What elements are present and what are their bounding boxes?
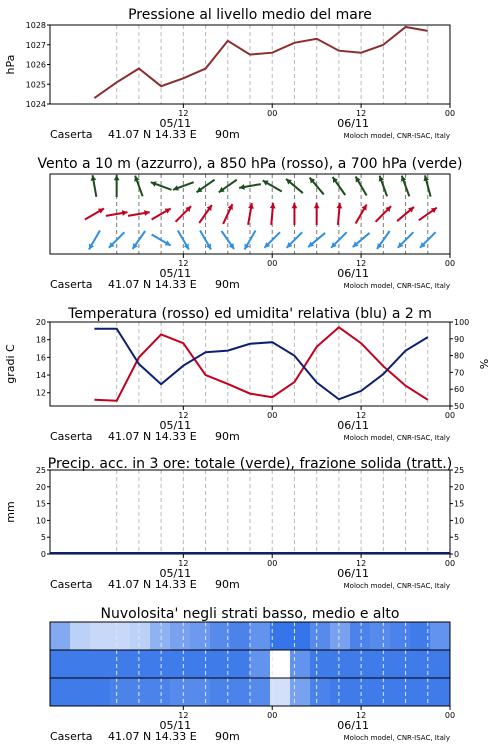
y-axis-label: gradi C	[4, 344, 17, 384]
y2-tick-label: 80	[454, 351, 465, 361]
cloud-cell	[110, 678, 131, 707]
footer-elevation: 90m	[215, 730, 240, 743]
wind-arrow-700hPa-head	[114, 175, 120, 180]
cloud-cell	[310, 622, 331, 651]
cloud-cell	[190, 622, 211, 651]
cloud-cell	[310, 678, 331, 707]
y2-tick-label: 100	[454, 318, 470, 327]
cloud-cell	[50, 622, 71, 651]
cloud-cell	[150, 650, 171, 679]
y2-tick-label: 15	[454, 499, 465, 509]
y-axis-label: hPa	[4, 54, 17, 75]
footer-model: Moloch model, CNR-ISAC, Italy	[343, 734, 450, 742]
time-tick-label: 12	[356, 411, 367, 420]
humidity-line	[94, 329, 427, 400]
y2-tick-label: 90	[454, 334, 465, 344]
y-tick-label: 25	[35, 466, 46, 475]
cloud-cell	[390, 678, 411, 707]
time-tick-label: 00	[267, 109, 278, 118]
y2-tick-label: 0	[454, 550, 460, 559]
y-tick-label: 14	[35, 371, 46, 381]
cloud-cell	[170, 622, 191, 651]
y-tick-label: 18	[35, 335, 46, 345]
date-label: 05/11	[159, 719, 192, 732]
time-tick-label: 12	[356, 559, 367, 568]
cloud-cell	[150, 622, 171, 651]
date-label: 05/11	[159, 419, 192, 432]
cloud-cell	[270, 622, 291, 651]
cloud-cell	[250, 678, 271, 707]
footer-elevation: 90m	[215, 430, 240, 443]
cloud-cell	[370, 622, 391, 651]
panel-title: Precip. acc. in 3 ore: totale (verde), frazione solida (tratt.)	[47, 456, 453, 472]
cloud-cell	[70, 678, 91, 707]
cloud-cell	[390, 650, 411, 679]
time-tick-label: 12	[178, 411, 189, 420]
footer-model: Moloch model, CNR-ISAC, Italy	[343, 582, 450, 590]
cloud-cell	[230, 622, 251, 651]
cloud-cell	[170, 678, 191, 707]
wind-arrow-850hPa-head	[292, 203, 298, 208]
y-tick-label: 15	[35, 499, 46, 509]
footer-coords: 41.07 N 14.33 E	[108, 430, 197, 443]
cloud-cell	[230, 650, 251, 679]
date-label: 06/11	[337, 567, 369, 580]
time-tick-label: 00	[444, 109, 456, 118]
footer-coords: 41.07 N 14.33 E	[108, 730, 197, 743]
time-tick-label: 00	[267, 259, 278, 268]
y-tick-label: 20	[35, 482, 46, 492]
cloud-cell	[250, 622, 271, 651]
cloud-cell	[370, 650, 391, 679]
cloud-cell	[130, 650, 151, 679]
wind-arrow-850hPa-head	[270, 203, 276, 208]
footer-coords: 41.07 N 14.33 E	[108, 128, 197, 141]
cloud-cell	[290, 678, 311, 707]
cloud-cell	[110, 622, 131, 651]
cloud-cell	[270, 650, 291, 679]
cloud-cell	[70, 622, 91, 651]
footer-location: Caserta	[50, 430, 93, 443]
wind-arrow-850hPa-head	[337, 203, 343, 208]
y-tick-label: 16	[35, 353, 46, 363]
cloud-cell	[390, 622, 411, 651]
cloud-cell	[250, 650, 271, 679]
panel-title: Pressione al livello medio del mare	[128, 7, 372, 23]
y2-tick-label: 10	[454, 516, 465, 526]
y-tick-label: 1026	[25, 60, 46, 70]
panel-title: Nuvolosita' negli strati basso, medio e alto	[100, 606, 400, 622]
cloud-cell	[170, 650, 191, 679]
date-label: 05/11	[159, 267, 192, 280]
y-axis-label: mm	[4, 501, 17, 523]
cloud-cell	[110, 650, 131, 679]
y2-tick-label: 25	[454, 466, 465, 475]
time-tick-label: 12	[356, 109, 367, 118]
footer-model: Moloch model, CNR-ISAC, Italy	[343, 282, 450, 290]
cloud-cell	[90, 650, 111, 679]
footer-coords: 41.07 N 14.33 E	[108, 578, 197, 591]
cloud-cell	[310, 650, 331, 679]
time-tick-label: 00	[267, 411, 278, 420]
footer-model: Moloch model, CNR-ISAC, Italy	[343, 132, 450, 140]
cloud-cell	[330, 622, 351, 651]
panel-title: Temperatura (rosso) ed umidita' relativa (blu) a 2 m	[68, 306, 432, 322]
footer-location: Caserta	[50, 578, 93, 591]
date-label: 06/11	[337, 117, 369, 130]
y-tick-label: 5	[40, 533, 46, 543]
time-tick-label: 00	[444, 411, 456, 420]
footer-model: Moloch model, CNR-ISAC, Italy	[343, 434, 450, 442]
time-tick-label: 12	[356, 259, 367, 268]
cloud-cell	[350, 650, 371, 679]
footer-location: Caserta	[50, 278, 93, 291]
cloud-cell	[290, 650, 311, 679]
cloud-cell	[370, 678, 391, 707]
cloud-cell	[130, 678, 151, 707]
panel-frame	[50, 25, 450, 104]
time-tick-label: 00	[267, 711, 278, 720]
cloud-cell	[190, 678, 211, 707]
date-label: 06/11	[337, 719, 369, 732]
time-tick-label: 00	[267, 559, 278, 568]
time-tick-label: 12	[356, 711, 367, 720]
cloud-cell	[90, 622, 111, 651]
cloud-cell	[270, 678, 291, 707]
cloud-cell	[330, 678, 351, 707]
footer-elevation: 90m	[215, 578, 240, 591]
date-label: 06/11	[337, 419, 369, 432]
time-tick-label: 00	[444, 559, 456, 568]
y-tick-label: 1027	[25, 40, 46, 50]
cloud-cell	[430, 678, 451, 707]
y2-axis-label: %	[478, 358, 491, 370]
date-label: 06/11	[337, 267, 369, 280]
temperature-line	[94, 327, 427, 400]
y2-tick-label: 60	[454, 385, 465, 395]
y2-tick-label: 70	[454, 368, 465, 378]
cloud-cell	[430, 622, 451, 651]
time-tick-label: 12	[178, 559, 189, 568]
cloud-cell	[330, 650, 351, 679]
cloud-cell	[70, 650, 91, 679]
y-tick-label: 0	[40, 550, 46, 559]
cloud-cell	[290, 622, 311, 651]
y2-tick-label: 50	[454, 402, 465, 411]
cloud-cell	[50, 650, 71, 679]
panel-title: Vento a 10 m (azzurro), a 850 hPa (rosso), a 700 hPa (verde)	[37, 156, 463, 172]
cloud-cell	[150, 678, 171, 707]
date-label: 05/11	[159, 117, 192, 130]
footer-coords: 41.07 N 14.33 E	[108, 278, 197, 291]
cloud-cell	[350, 622, 371, 651]
time-tick-label: 00	[444, 711, 456, 720]
y-tick-label: 1028	[25, 21, 46, 30]
cloud-cell	[130, 622, 151, 651]
y-tick-label: 20	[35, 318, 46, 327]
cloud-cell	[230, 678, 251, 707]
pressure-line	[94, 27, 427, 98]
cloud-cell	[350, 678, 371, 707]
y-tick-label: 12	[35, 388, 46, 398]
y-tick-label: 1024	[25, 100, 46, 109]
cloud-cell	[430, 650, 451, 679]
time-tick-label: 12	[178, 711, 189, 720]
y2-tick-label: 20	[454, 482, 465, 492]
cloud-cell	[50, 678, 71, 707]
footer-elevation: 90m	[215, 278, 240, 291]
wind-arrow-850hPa-head	[314, 203, 320, 208]
footer-location: Caserta	[50, 128, 93, 141]
time-tick-label: 12	[178, 109, 189, 118]
footer-elevation: 90m	[215, 128, 240, 141]
footer-location: Caserta	[50, 730, 93, 743]
y-tick-label: 10	[35, 516, 46, 526]
cloud-cell	[90, 678, 111, 707]
date-label: 05/11	[159, 567, 192, 580]
y2-tick-label: 5	[454, 533, 460, 543]
time-tick-label: 00	[444, 259, 456, 268]
cloud-cell	[190, 650, 211, 679]
time-tick-label: 12	[178, 259, 189, 268]
y-tick-label: 1025	[25, 80, 46, 90]
